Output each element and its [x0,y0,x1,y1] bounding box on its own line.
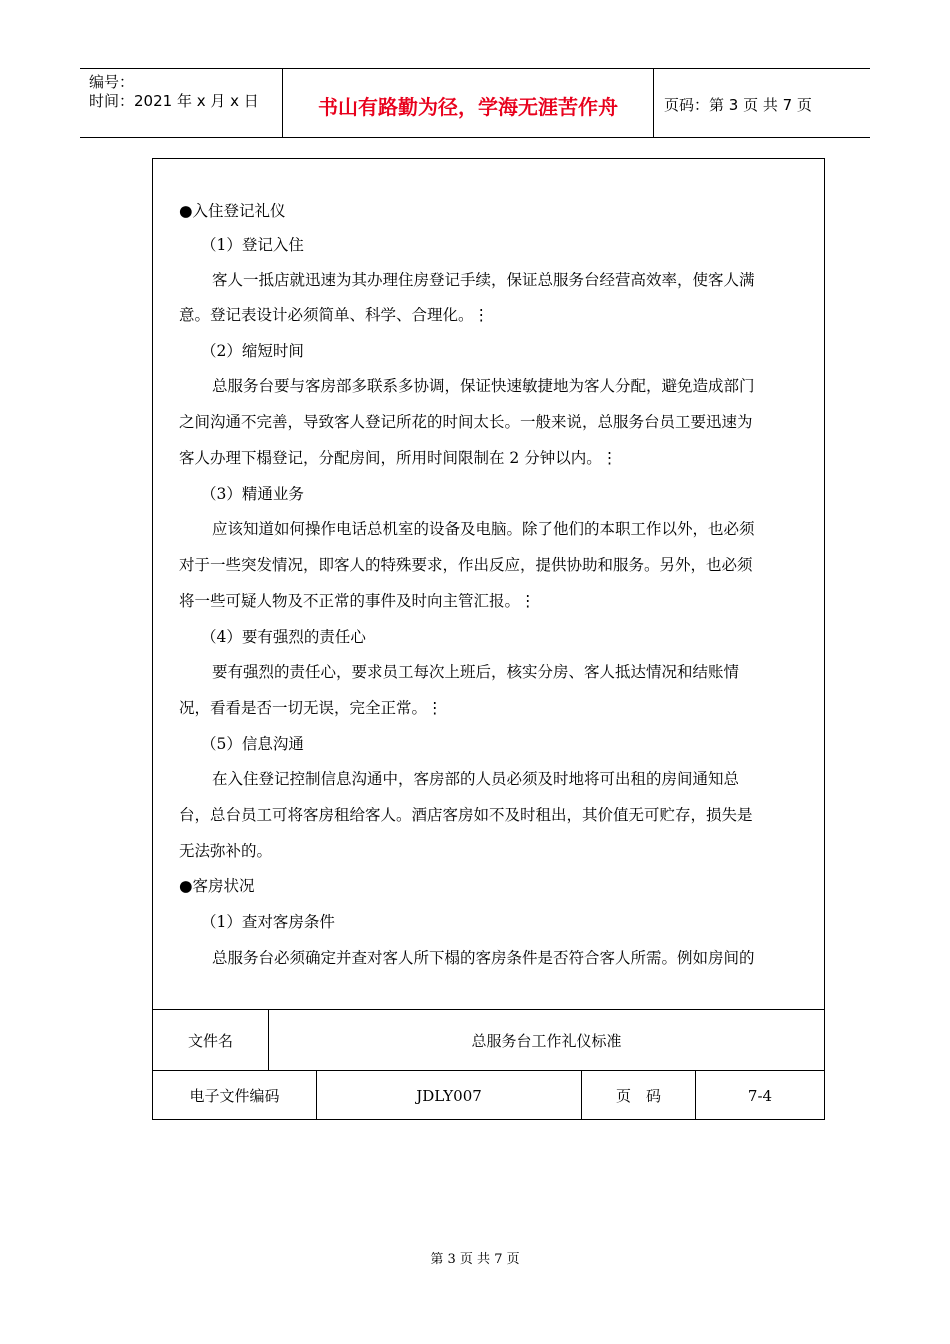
section-heading: ●入住登记礼仪 [179,202,286,220]
paragraph-line: 对于一些突发情况，即客人的特殊要求，作出反应，提供协助和服务。另外，也必须 [179,556,753,574]
paragraph-line: 意。登记表设计必须简单、科学、合理化。⋮ [179,306,490,324]
paragraph-line: 总服务台要与客房部多联系多协调，保证快速敏捷地为客人分配，避免造成部门 [212,377,755,395]
page-code-label: 页 码 [582,1071,696,1120]
file-code-row [153,1070,824,1120]
paragraph-line: 总服务台必须确定并查对客人所下榻的客房条件是否符合客人所需。例如房间的 [212,949,755,967]
paragraph-line: 将一些可疑人物及不正常的事件及时向主管汇报。⋮ [179,592,536,610]
file-code-value: JDLY007 [317,1071,582,1120]
subsection-heading: （2）缩短时间 [201,342,304,360]
header-motto-cell [283,69,654,137]
header-page-cell [654,69,870,137]
paragraph-line: 无法弥补的。 [179,842,273,860]
paragraph-line: 应该知道如何操作电话总机室的设备及电脑。除了他们的本职工作以外，也必须 [212,520,755,538]
motto-text: 书山有路勤为径，学海无涯苦作舟 [318,95,618,119]
paragraph-line: 况，看看是否一切无误，完全正常。⋮ [179,699,443,717]
file-name-row [153,1009,824,1070]
subsection-heading: （1）查对客房条件 [201,913,335,931]
header-meta [80,69,283,137]
file-code-label: 电子文件编码 [153,1071,317,1120]
document-frame [152,158,825,1120]
section-heading: ●客房状况 [179,877,255,895]
paragraph-line: 之间沟通不完善，导致客人登记所花的时间太长。一般来说，总服务台员工要迅速为 [179,413,753,431]
subsection-heading: （3）精通业务 [201,485,304,503]
header-page-info: 页码：第 3 页 共 7 页 [664,96,812,114]
paragraph-line: 要有强烈的责任心，要求员工每次上班后，核实分房、客人抵达情况和结账情 [212,663,740,681]
document-date: 时间：2021 年 x 月 x 日 [89,92,259,110]
page-header [80,68,870,138]
paragraph-line: 台，总台员工可将客房租给客人。酒店客房如不及时租出，其价值无可贮存，损失是 [179,806,753,824]
subsection-heading: （5）信息沟通 [201,735,304,753]
document-number-label: 编号： [89,73,135,91]
paragraph-line: 客人一抵店就迅速为其办理住房登记手续，保证总服务台经营高效率，使客人满 [212,271,755,289]
subsection-heading: （1）登记入住 [201,236,304,254]
file-name-label: 文件名 [153,1010,269,1070]
paragraph-line: 在入住登记控制信息沟通中，客房部的人员必须及时地将可出租的房间通知总 [212,770,740,788]
paragraph-line: 客人办理下榻登记，分配房间，所用时间限制在 2 分钟以内。⋮ [179,449,618,467]
page-footer: 第 3 页 共 7 页 [430,1252,520,1267]
page-code-value: 7-4 [747,1086,773,1105]
file-name-value: 总服务台工作礼仪标准 [471,1031,622,1050]
subsection-heading: （4）要有强烈的责任心 [201,628,366,646]
